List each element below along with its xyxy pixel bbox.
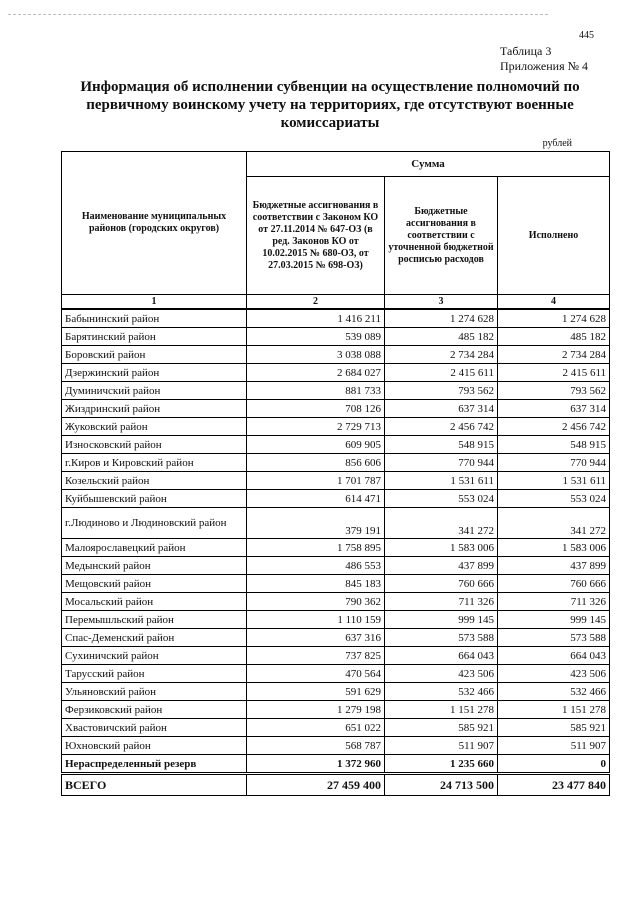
table-row [62, 665, 610, 683]
document-title: Информация об исполнении субвенции на осуществление полномочий по первичному воинскому учету на территориях, где отсутствуют военные комиссариаты [80, 79, 580, 131]
district-name: Жиздринский район [62, 400, 247, 418]
refined-allocation-value: 1 151 278 [385, 701, 498, 719]
table-row [62, 400, 610, 418]
law-allocation-value: 2 729 713 [247, 418, 385, 436]
district-name: Перемышльский район [62, 611, 247, 629]
units-label: рублей [542, 138, 572, 149]
executed-value: 1 274 628 [498, 309, 610, 328]
district-name: Мосальский район [62, 593, 247, 611]
district-name: Куйбышевский район [62, 490, 247, 508]
district-name: Износковский район [62, 436, 247, 454]
table-row [62, 737, 610, 755]
table-row [62, 309, 610, 328]
page-number: 445 [579, 30, 594, 41]
column-number: 2 [247, 295, 385, 310]
refined-allocation-value: 1 531 611 [385, 472, 498, 490]
district-name: Медынский район [62, 557, 247, 575]
executed-value: 999 145 [498, 611, 610, 629]
table-row [62, 683, 610, 701]
header-executed: Исполнено [498, 177, 610, 295]
refined-allocation-value: 532 466 [385, 683, 498, 701]
law-allocation-value: 470 564 [247, 665, 385, 683]
total-row [62, 774, 610, 796]
refined-allocation-value: 760 666 [385, 575, 498, 593]
scan-artifact-line [8, 14, 548, 15]
header-district-name: Наименование муниципальных районов (городских округов) [62, 152, 247, 295]
refined-allocation-value: 423 506 [385, 665, 498, 683]
law-allocation-value: 568 787 [247, 737, 385, 755]
column-number: 3 [385, 295, 498, 310]
executed-value: 760 666 [498, 575, 610, 593]
reserve-law-allocation: 1 372 960 [247, 755, 385, 774]
district-name: Мещовский район [62, 575, 247, 593]
header-law-allocations: Бюджетные ассигнования в соответствии с Законом КО от 27.11.2014 № 647-ОЗ (в ред. Законов КО от 10.02.2015 № 680-ОЗ, от 27.03.2015 № 698-ОЗ) [247, 177, 385, 295]
refined-allocation-value: 548 915 [385, 436, 498, 454]
table-row [62, 454, 610, 472]
law-allocation-value: 379 191 [247, 508, 385, 539]
total-refined-allocation: 24 713 500 [385, 774, 498, 796]
district-name: Бабынинский район [62, 309, 247, 328]
table-row [62, 382, 610, 400]
law-allocation-value: 651 022 [247, 719, 385, 737]
law-allocation-value: 539 089 [247, 328, 385, 346]
district-name: Спас-Деменский район [62, 629, 247, 647]
refined-allocation-value: 2 456 742 [385, 418, 498, 436]
total-law-allocation: 27 459 400 [247, 774, 385, 796]
executed-value: 793 562 [498, 382, 610, 400]
district-name: Думиничский район [62, 382, 247, 400]
law-allocation-value: 845 183 [247, 575, 385, 593]
executed-value: 637 314 [498, 400, 610, 418]
reserve-executed: 0 [498, 755, 610, 774]
table-row [62, 328, 610, 346]
executed-value: 2 415 611 [498, 364, 610, 382]
law-allocation-value: 1 279 198 [247, 701, 385, 719]
refined-allocation-value: 711 326 [385, 593, 498, 611]
table-row [62, 593, 610, 611]
law-allocation-value: 2 684 027 [247, 364, 385, 382]
column-number: 1 [62, 295, 247, 310]
header-refined-allocations: Бюджетные ассигнования в соответствии с уточненной бюджетной росписью расходов [385, 177, 498, 295]
district-name: Ферзиковский район [62, 701, 247, 719]
district-name: г.Киров и Кировский район [62, 454, 247, 472]
executed-value: 485 182 [498, 328, 610, 346]
refined-allocation-value: 770 944 [385, 454, 498, 472]
district-name: Козельский район [62, 472, 247, 490]
refined-allocation-value: 2 734 284 [385, 346, 498, 364]
law-allocation-value: 1 110 159 [247, 611, 385, 629]
law-allocation-value: 708 126 [247, 400, 385, 418]
table-row [62, 508, 610, 539]
district-name: г.Людиново и Людиновский район [62, 508, 247, 539]
law-allocation-value: 637 316 [247, 629, 385, 647]
law-allocation-value: 1 758 895 [247, 539, 385, 557]
table-row [62, 629, 610, 647]
district-name: Хвастовичский район [62, 719, 247, 737]
law-allocation-value: 881 733 [247, 382, 385, 400]
table-row [62, 719, 610, 737]
header-sum-group: Сумма [247, 152, 610, 177]
refined-allocation-value: 793 562 [385, 382, 498, 400]
total-name: ВСЕГО [62, 774, 247, 796]
law-allocation-value: 737 825 [247, 647, 385, 665]
column-number: 4 [498, 295, 610, 310]
law-allocation-value: 790 362 [247, 593, 385, 611]
table-row [62, 436, 610, 454]
law-allocation-value: 614 471 [247, 490, 385, 508]
executed-value: 711 326 [498, 593, 610, 611]
district-name: Тарусский район [62, 665, 247, 683]
reserve-name: Нераспределенный резерв [62, 755, 247, 774]
appendix-reference: Приложения № 4 [500, 59, 589, 73]
executed-value: 437 899 [498, 557, 610, 575]
law-allocation-value: 3 038 088 [247, 346, 385, 364]
refined-allocation-value: 437 899 [385, 557, 498, 575]
table-row [62, 539, 610, 557]
table-reference: Таблица 3 [500, 44, 552, 58]
executed-value: 548 915 [498, 436, 610, 454]
refined-allocation-value: 2 415 611 [385, 364, 498, 382]
table-row [62, 611, 610, 629]
executed-value: 664 043 [498, 647, 610, 665]
table-row [62, 364, 610, 382]
table-row [62, 701, 610, 719]
table-row [62, 557, 610, 575]
table-row [62, 472, 610, 490]
refined-allocation-value: 573 588 [385, 629, 498, 647]
executed-value: 770 944 [498, 454, 610, 472]
executed-value: 1 151 278 [498, 701, 610, 719]
law-allocation-value: 1 416 211 [247, 309, 385, 328]
refined-allocation-value: 585 921 [385, 719, 498, 737]
refined-allocation-value: 637 314 [385, 400, 498, 418]
refined-allocation-value: 1 274 628 [385, 309, 498, 328]
executed-value: 1 583 006 [498, 539, 610, 557]
district-name: Сухиничский район [62, 647, 247, 665]
refined-allocation-value: 341 272 [385, 508, 498, 539]
refined-allocation-value: 1 583 006 [385, 539, 498, 557]
table-row [62, 575, 610, 593]
district-name: Боровский район [62, 346, 247, 364]
executed-value: 532 466 [498, 683, 610, 701]
executed-value: 2 456 742 [498, 418, 610, 436]
executed-value: 553 024 [498, 490, 610, 508]
table-row [62, 647, 610, 665]
executed-value: 573 588 [498, 629, 610, 647]
total-executed: 23 477 840 [498, 774, 610, 796]
table-row [62, 346, 610, 364]
refined-allocation-value: 999 145 [385, 611, 498, 629]
district-name: Барятинский район [62, 328, 247, 346]
executed-value: 585 921 [498, 719, 610, 737]
subvention-table [61, 151, 610, 796]
district-name: Юхновский район [62, 737, 247, 755]
executed-value: 511 907 [498, 737, 610, 755]
law-allocation-value: 1 701 787 [247, 472, 385, 490]
district-name: Жуковский район [62, 418, 247, 436]
refined-allocation-value: 664 043 [385, 647, 498, 665]
table-row [62, 490, 610, 508]
district-name: Дзержинский район [62, 364, 247, 382]
law-allocation-value: 856 606 [247, 454, 385, 472]
refined-allocation-value: 511 907 [385, 737, 498, 755]
law-allocation-value: 591 629 [247, 683, 385, 701]
reserve-row [62, 755, 610, 774]
table-row [62, 418, 610, 436]
executed-value: 423 506 [498, 665, 610, 683]
executed-value: 2 734 284 [498, 346, 610, 364]
refined-allocation-value: 553 024 [385, 490, 498, 508]
executed-value: 1 531 611 [498, 472, 610, 490]
district-name: Малоярославецкий район [62, 539, 247, 557]
executed-value: 341 272 [498, 508, 610, 539]
reserve-refined-allocation: 1 235 660 [385, 755, 498, 774]
refined-allocation-value: 485 182 [385, 328, 498, 346]
law-allocation-value: 486 553 [247, 557, 385, 575]
law-allocation-value: 609 905 [247, 436, 385, 454]
district-name: Ульяновский район [62, 683, 247, 701]
